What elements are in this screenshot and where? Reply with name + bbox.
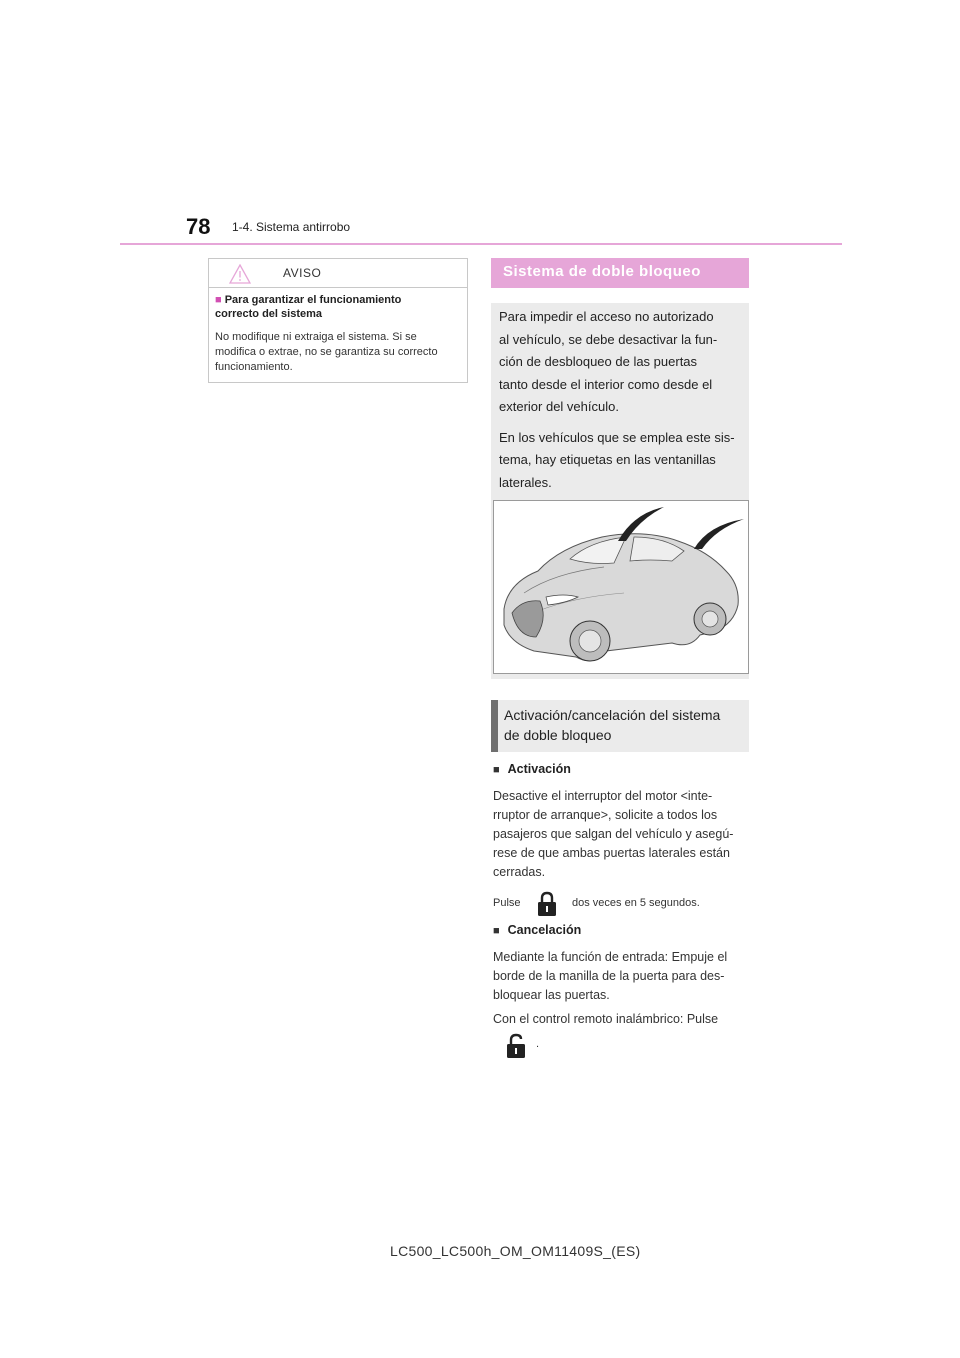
info-text: Para impedir el acceso no autorizado al vehículo, se debe desactivar la fun- ción de desbloqueo de las puertas tanto desde el interior como desde el exterior del vehículo. En los vehículos que se emplea este sis- tema, hay etiquetas en las ventanillas laterales.: [499, 309, 735, 490]
activation-text: Desactive el interruptor del motor <inte- rruptor de arranque>, solicite a todos los pasajeros que salgan del vehículo y asegú- rese de que ambas puertas laterales están cerradas.: [493, 789, 734, 879]
document-code: LC500_LC500h_OM_OM11409S_(ES): [390, 1243, 641, 1259]
warning-label: AVISO: [283, 266, 322, 280]
activation-title: ■ Activación: [493, 762, 571, 776]
bullet-square: ■: [493, 764, 500, 776]
section-heading-activation: Activación/cancelación del sistema de doble bloqueo: [491, 700, 749, 752]
lock-icon: [536, 891, 558, 917]
press-label: Pulse: [493, 897, 521, 909]
warning-subtitle: ■ Para garantizar el funcionamiento correcto del sistema: [215, 294, 402, 320]
page-number: 78: [186, 214, 211, 239]
section-title: 1-4. Sistema antirrobo: [232, 220, 351, 234]
car-illustration: [493, 500, 749, 674]
warning-header: [209, 259, 467, 288]
warning-body: No modifique ni extraiga el sistema. Si se modifica o extrae, no se garantiza su correcto funcionamiento.: [215, 331, 438, 373]
bullet-square: ■: [493, 925, 500, 937]
header-rule: [120, 243, 842, 245]
section-heading-double-lock: Sistema de doble bloqueo: [491, 258, 749, 288]
car-drawing: [494, 501, 748, 673]
heading-bar: [491, 700, 498, 752]
remote-suffix: .: [536, 1038, 540, 1050]
cancel-title: ■ Cancelación: [493, 923, 582, 937]
warning-triangle-icon: [229, 264, 251, 284]
bullet-square: ■: [215, 294, 222, 306]
warning-box: [208, 258, 468, 383]
remote-text: Con el control remoto inalámbrico: Pulse: [493, 1012, 719, 1026]
unlock-icon: [505, 1033, 527, 1059]
cancel-text: Mediante la función de entrada: Empuje el borde de la manilla de la puerta para des- bloquear las puertas.: [493, 950, 728, 1002]
press-suffix: dos veces en 5 segundos.: [572, 897, 700, 909]
